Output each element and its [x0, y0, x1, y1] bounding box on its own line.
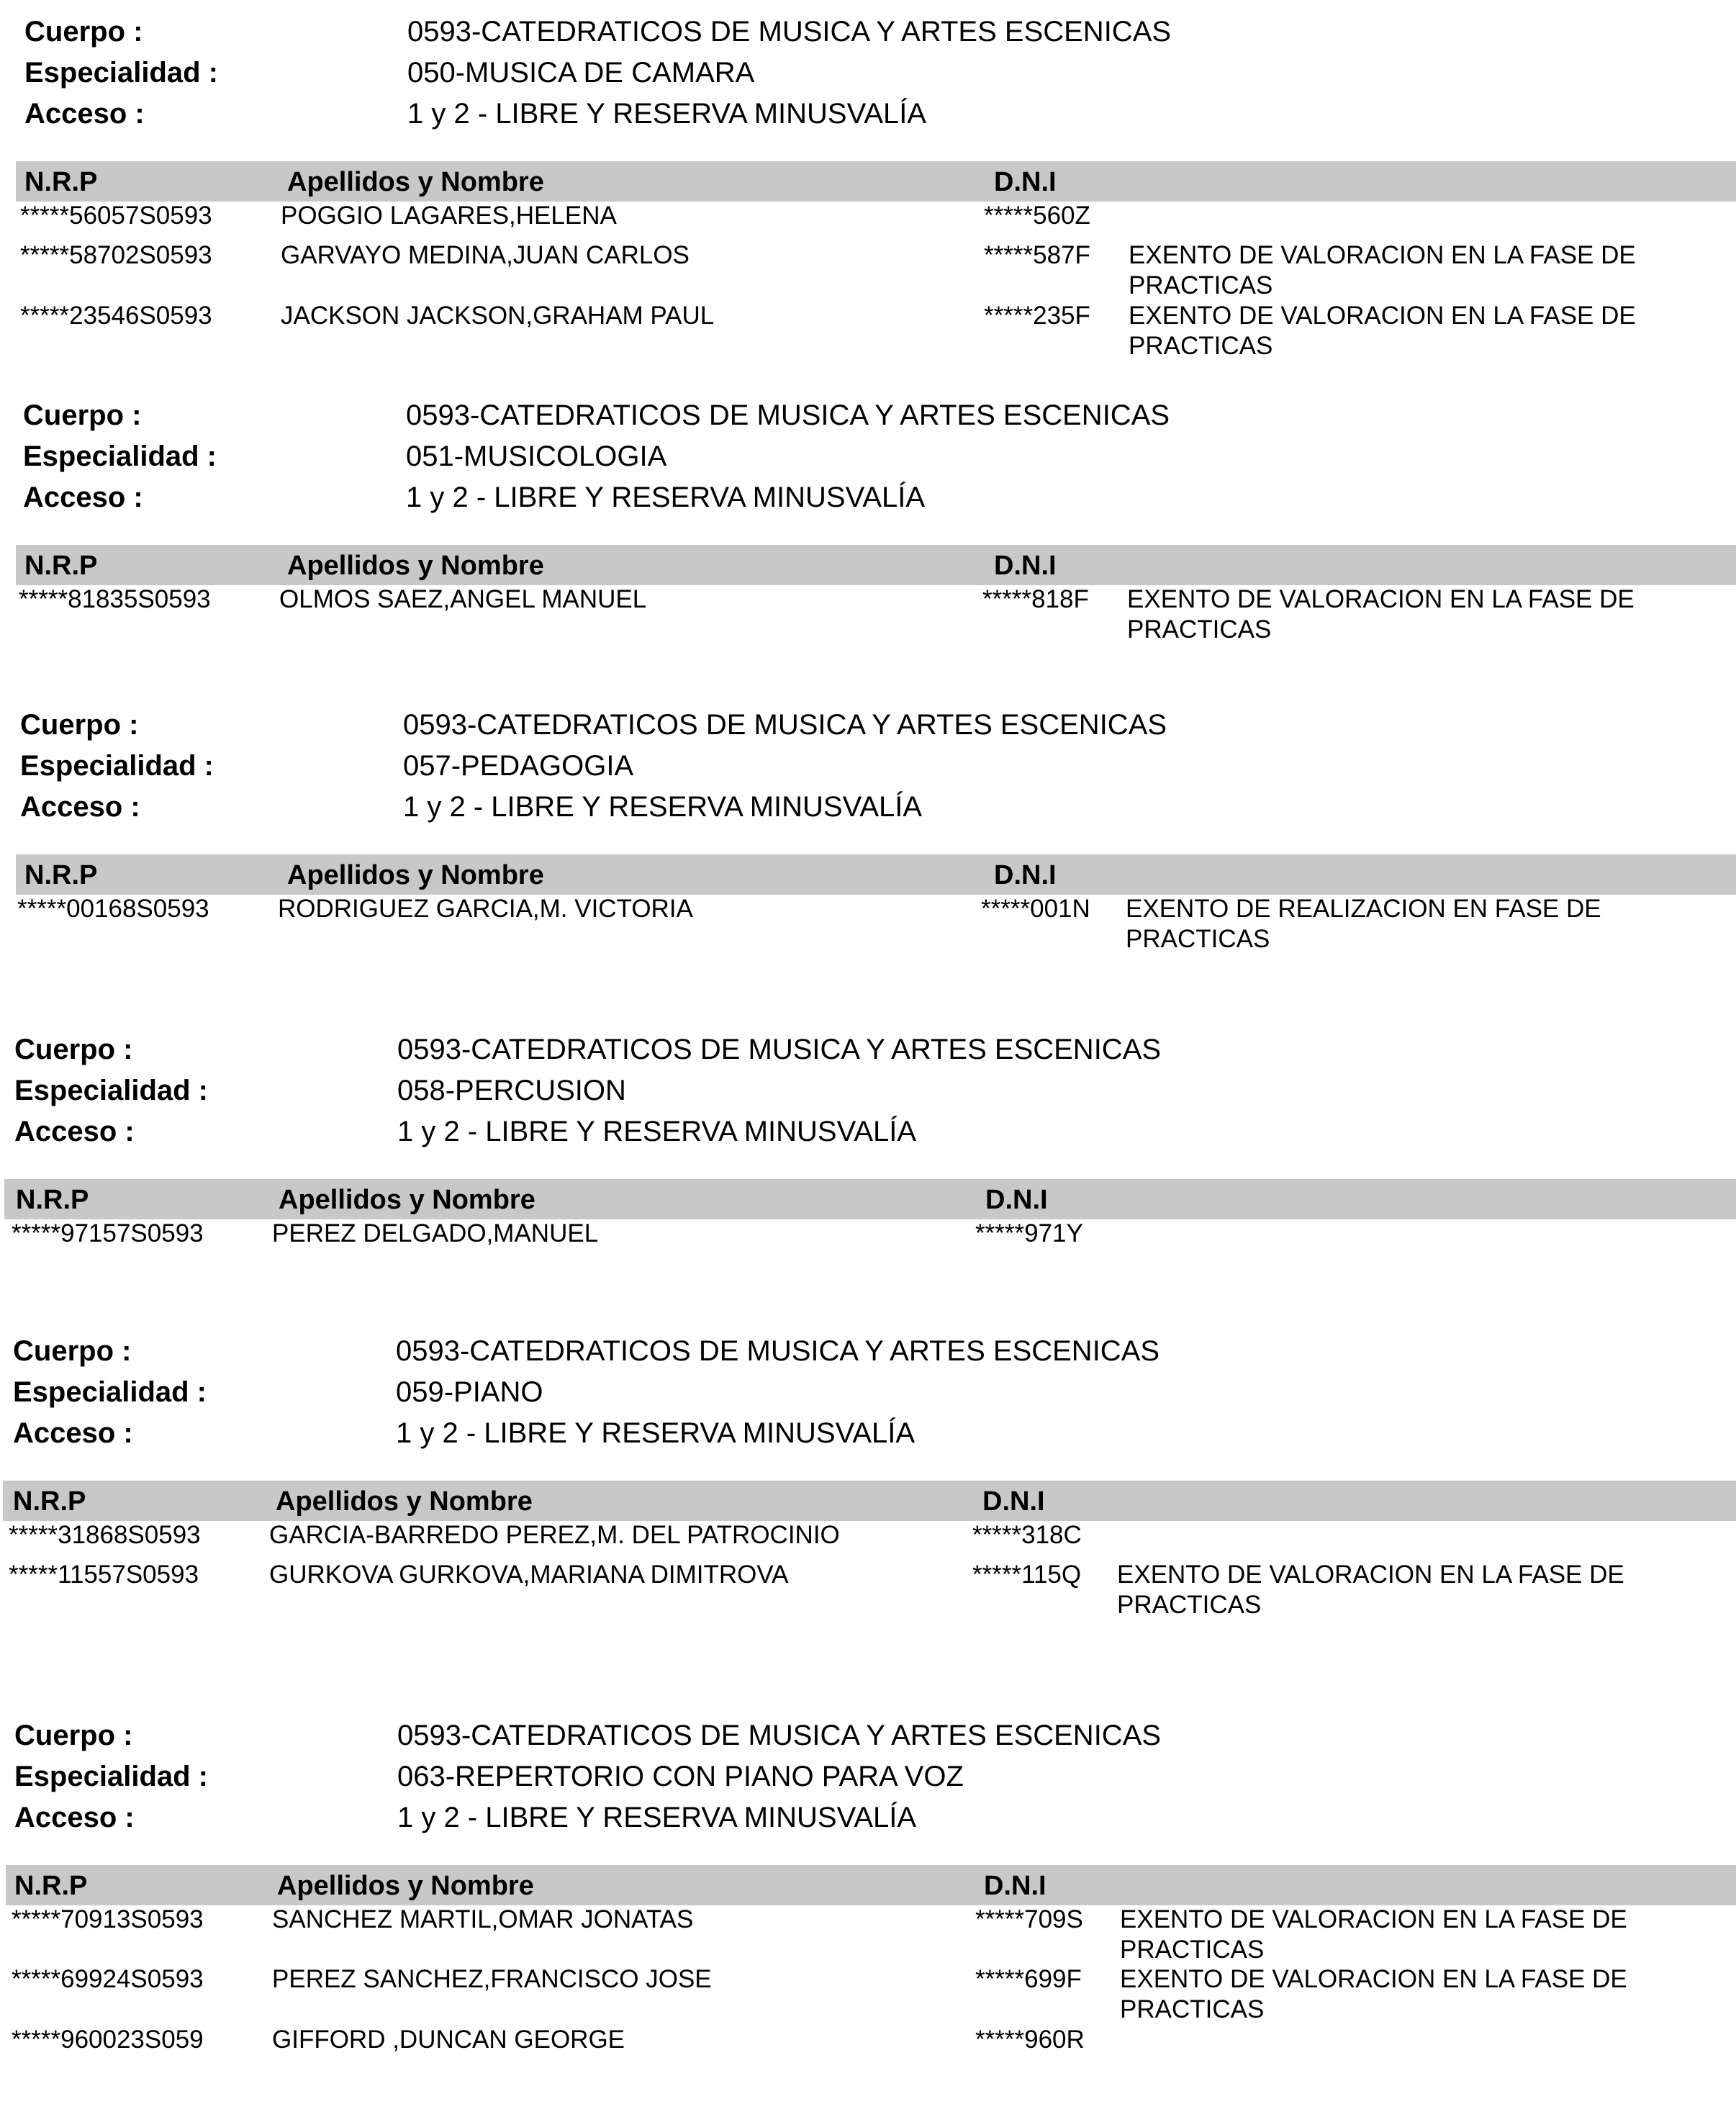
name-cell: RODRIGUEZ GARCIA,M. VICTORIA	[278, 895, 693, 923]
acceso-value: 1 y 2 - LIBRE Y RESERVA MINUSVALÍA	[407, 98, 927, 130]
nrp-cell: *****11557S0593	[9, 1561, 199, 1589]
name-cell: POGGIO LAGARES,HELENA	[281, 202, 617, 230]
especialidad-value: 058-PERCUSION	[397, 1075, 626, 1106]
cuerpo-label: Cuerpo :	[23, 399, 142, 431]
especialidad-label: Especialidad :	[24, 57, 218, 89]
nrp-cell: *****70913S0593	[12, 1905, 204, 1933]
dni-cell: *****235F	[984, 302, 1090, 330]
observation-cell: EXENTO DE VALORACION EN LA FASE DE PRACTICAS	[1120, 1965, 1627, 2023]
nrp-cell: *****960023S059	[12, 2026, 204, 2054]
name-header: Apellidos y Nombre	[287, 167, 544, 197]
especialidad-label: Especialidad :	[14, 1075, 208, 1106]
table-header	[16, 161, 1736, 202]
dni-cell: *****818F	[982, 585, 1089, 613]
cuerpo-label: Cuerpo :	[14, 1720, 133, 1751]
acceso-label: Acceso :	[14, 1802, 135, 1833]
name-cell: GARCIA-BARREDO PEREZ,M. DEL PATROCINIO	[269, 1521, 840, 1549]
nrp-header: N.R.P	[16, 1185, 89, 1215]
nrp-cell: *****97157S0593	[12, 1219, 204, 1247]
dni-cell: *****001N	[981, 895, 1090, 923]
acceso-label: Acceso :	[13, 1417, 133, 1449]
especialidad-value: 057-PEDAGOGIA	[403, 750, 634, 782]
nrp-cell: *****58702S0593	[20, 241, 212, 269]
nrp-cell: *****81835S0593	[19, 585, 211, 613]
dni-header: D.N.I	[985, 1185, 1048, 1215]
especialidad-value: 050-MUSICA DE CAMARA	[407, 57, 755, 89]
observation-cell: EXENTO DE VALORACION EN LA FASE DE PRACTICAS	[1120, 1905, 1627, 1964]
especialidad-label: Especialidad :	[23, 441, 217, 472]
name-header: Apellidos y Nombre	[287, 551, 544, 581]
acceso-label: Acceso :	[14, 1116, 135, 1147]
cuerpo-value: 0593-CATEDRATICOS DE MUSICA Y ARTES ESCENICAS	[397, 1720, 1162, 1751]
cuerpo-label: Cuerpo :	[13, 1335, 132, 1367]
nrp-cell: *****69924S0593	[12, 1965, 204, 1993]
dni-cell: *****115Q	[972, 1561, 1082, 1589]
name-header: Apellidos y Nombre	[279, 1185, 535, 1215]
dni-cell: *****709S	[975, 1905, 1083, 1933]
especialidad-value: 051-MUSICOLOGIA	[406, 441, 667, 472]
especialidad-value: 063-REPERTORIO CON PIANO PARA VOZ	[397, 1761, 964, 1792]
dni-header: D.N.I	[994, 167, 1057, 197]
especialidad-label: Especialidad :	[13, 1376, 207, 1408]
observation-cell: EXENTO DE REALIZACION EN FASE DE PRACTICAS	[1126, 895, 1601, 953]
name-header: Apellidos y Nombre	[276, 1486, 533, 1517]
acceso-value: 1 y 2 - LIBRE Y RESERVA MINUSVALÍA	[406, 482, 926, 513]
table-header	[16, 545, 1736, 585]
dni-header: D.N.I	[982, 1486, 1045, 1517]
dni-header: D.N.I	[994, 860, 1057, 890]
name-header: Apellidos y Nombre	[277, 1871, 534, 1901]
table-header	[3, 1481, 1736, 1521]
nrp-cell: *****00168S0593	[17, 895, 209, 923]
name-cell: SANCHEZ MARTIL,OMAR JONATAS	[272, 1905, 694, 1933]
dni-cell: *****587F	[984, 241, 1090, 269]
especialidad-label: Especialidad :	[14, 1761, 208, 1792]
dni-header: D.N.I	[994, 551, 1057, 581]
cuerpo-value: 0593-CATEDRATICOS DE MUSICA Y ARTES ESCENICAS	[396, 1335, 1160, 1367]
observation-cell: EXENTO DE VALORACION EN LA FASE DE PRACTICAS	[1129, 241, 1636, 299]
dni-header: D.N.I	[984, 1871, 1046, 1901]
acceso-value: 1 y 2 - LIBRE Y RESERVA MINUSVALÍA	[396, 1417, 916, 1449]
cuerpo-label: Cuerpo :	[20, 709, 139, 741]
dni-cell: *****960R	[975, 2026, 1085, 2054]
nrp-header: N.R.P	[13, 1486, 86, 1517]
name-cell: JACKSON JACKSON,GRAHAM PAUL	[281, 302, 715, 330]
cuerpo-label: Cuerpo :	[24, 16, 143, 48]
nrp-cell: *****56057S0593	[20, 202, 212, 230]
observation-cell: EXENTO DE VALORACION EN LA FASE DE PRACTICAS	[1129, 302, 1636, 360]
cuerpo-value: 0593-CATEDRATICOS DE MUSICA Y ARTES ESCENICAS	[397, 1034, 1162, 1065]
dni-cell: *****971Y	[975, 1219, 1083, 1247]
cuerpo-label: Cuerpo :	[14, 1034, 133, 1065]
nrp-header: N.R.P	[24, 860, 98, 890]
nrp-cell: *****23546S0593	[20, 302, 212, 330]
name-cell: GURKOVA GURKOVA,MARIANA DIMITROVA	[269, 1561, 789, 1589]
dni-cell: *****699F	[975, 1965, 1082, 1993]
table-header	[6, 1865, 1736, 1905]
cuerpo-value: 0593-CATEDRATICOS DE MUSICA Y ARTES ESCENICAS	[406, 399, 1170, 431]
acceso-value: 1 y 2 - LIBRE Y RESERVA MINUSVALÍA	[397, 1116, 917, 1147]
nrp-header: N.R.P	[24, 167, 98, 197]
especialidad-value: 059-PIANO	[396, 1376, 543, 1408]
dni-cell: *****318C	[972, 1521, 1082, 1549]
nrp-cell: *****31868S0593	[9, 1521, 201, 1549]
table-header	[16, 854, 1736, 895]
acceso-label: Acceso :	[20, 791, 140, 823]
name-cell: PEREZ DELGADO,MANUEL	[272, 1219, 599, 1247]
acceso-value: 1 y 2 - LIBRE Y RESERVA MINUSVALÍA	[403, 791, 923, 823]
observation-cell: EXENTO DE VALORACION EN LA FASE DE PRACTICAS	[1117, 1561, 1624, 1619]
nrp-header: N.R.P	[14, 1871, 88, 1901]
observation-cell: EXENTO DE VALORACION EN LA FASE DE PRACTICAS	[1127, 585, 1635, 644]
especialidad-label: Especialidad :	[20, 750, 214, 782]
name-header: Apellidos y Nombre	[287, 860, 544, 890]
nrp-header: N.R.P	[24, 551, 98, 581]
name-cell: PEREZ SANCHEZ,FRANCISCO JOSE	[272, 1965, 712, 1993]
table-header	[4, 1179, 1736, 1219]
name-cell: GARVAYO MEDINA,JUAN CARLOS	[281, 241, 690, 269]
name-cell: GIFFORD ,DUNCAN GEORGE	[272, 2026, 625, 2054]
cuerpo-value: 0593-CATEDRATICOS DE MUSICA Y ARTES ESCENICAS	[403, 709, 1167, 741]
cuerpo-value: 0593-CATEDRATICOS DE MUSICA Y ARTES ESCENICAS	[407, 16, 1172, 48]
acceso-label: Acceso :	[23, 482, 143, 513]
acceso-value: 1 y 2 - LIBRE Y RESERVA MINUSVALÍA	[397, 1802, 917, 1833]
name-cell: OLMOS SAEZ,ANGEL MANUEL	[279, 585, 647, 613]
acceso-label: Acceso :	[24, 98, 145, 130]
dni-cell: *****560Z	[984, 202, 1090, 230]
